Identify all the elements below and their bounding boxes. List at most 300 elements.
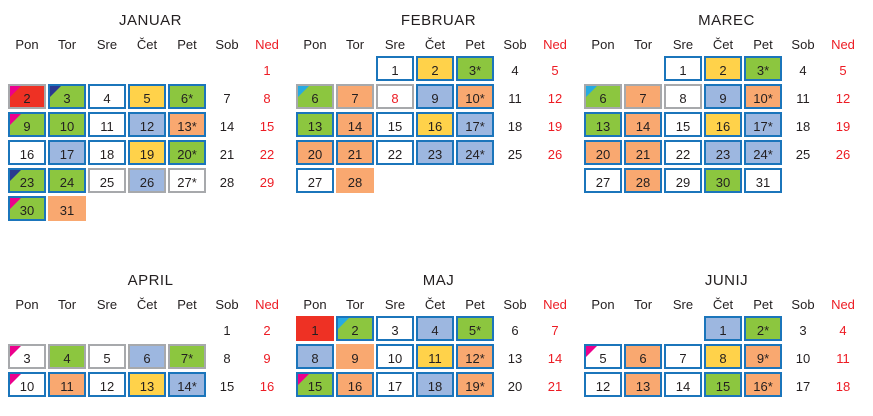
month-block <box>584 12 869 196</box>
day-number: 19 <box>547 119 563 134</box>
day-cell[interactable] <box>8 168 46 193</box>
day-cell[interactable] <box>168 112 206 137</box>
day-number: 31 <box>755 175 771 190</box>
day-cell[interactable] <box>8 344 46 369</box>
day-cell[interactable] <box>496 344 534 369</box>
weekday-header: Čet <box>424 297 446 312</box>
day-number: 6 <box>511 323 519 338</box>
day-number: 9 <box>431 91 439 106</box>
day-cell[interactable] <box>744 84 782 109</box>
day-cell[interactable] <box>496 84 534 109</box>
day-number: 12* <box>465 351 485 366</box>
day-cell[interactable] <box>88 84 126 109</box>
day-cell[interactable] <box>824 372 862 397</box>
day-number: 14 <box>219 119 235 134</box>
day-cell[interactable] <box>208 316 246 341</box>
week-row <box>296 56 581 81</box>
day-cell[interactable] <box>48 372 86 397</box>
day-cell[interactable] <box>624 168 662 193</box>
corner-marker-icon <box>338 318 349 329</box>
weekday-header: Sre <box>96 297 118 312</box>
weekday-header: Čet <box>424 37 446 52</box>
day-cell[interactable] <box>744 112 782 137</box>
corner-marker-icon <box>50 86 61 97</box>
day-cell[interactable] <box>376 372 414 397</box>
day-cell[interactable] <box>128 168 166 193</box>
day-cell[interactable] <box>416 56 454 81</box>
day-cell[interactable] <box>296 344 334 369</box>
day-number: 28 <box>635 175 651 190</box>
day-number: 18 <box>835 379 851 394</box>
day-cell[interactable] <box>624 372 662 397</box>
weekday-header-row <box>8 37 293 52</box>
day-cell[interactable] <box>624 140 662 165</box>
day-cell[interactable] <box>624 344 662 369</box>
week-row <box>584 372 869 397</box>
day-number: 11 <box>428 351 442 366</box>
day-cell[interactable] <box>8 84 46 109</box>
day-cell[interactable] <box>336 84 374 109</box>
month-title: MAREC <box>698 12 755 29</box>
day-number: 1 <box>391 63 399 78</box>
day-number: 10 <box>19 379 35 394</box>
weekday-header: Sob <box>503 37 527 52</box>
day-number: 13 <box>507 351 523 366</box>
month-title: JUNIJ <box>704 272 749 289</box>
day-cell[interactable] <box>456 344 494 369</box>
day-number: 15 <box>387 119 403 134</box>
day-number: 25 <box>795 147 811 162</box>
day-cell[interactable] <box>784 112 822 137</box>
day-cell[interactable] <box>456 316 494 341</box>
weekday-header: Ned <box>255 297 279 312</box>
day-cell[interactable] <box>88 344 126 369</box>
day-number: 2 <box>263 323 271 338</box>
day-cell[interactable] <box>168 84 206 109</box>
week-row <box>8 112 293 137</box>
day-cell[interactable] <box>296 168 334 193</box>
day-number: 15 <box>259 119 275 134</box>
day-cell[interactable] <box>456 56 494 81</box>
day-number: 28 <box>347 175 363 190</box>
day-cell[interactable] <box>168 372 206 397</box>
day-cell[interactable] <box>8 372 46 397</box>
week-row <box>584 344 869 369</box>
weekday-header: Sre <box>96 37 118 52</box>
day-cell[interactable] <box>824 56 862 81</box>
weekday-header: Sob <box>215 37 239 52</box>
day-number: 24* <box>465 147 485 162</box>
day-number: 5 <box>551 63 559 78</box>
weekday-header-row <box>8 297 293 312</box>
day-cell[interactable] <box>336 140 374 165</box>
day-cell[interactable] <box>744 344 782 369</box>
day-cell[interactable] <box>208 112 246 137</box>
weekday-header: Pet <box>753 37 773 52</box>
day-cell[interactable] <box>416 112 454 137</box>
day-cell[interactable] <box>248 168 286 193</box>
week-row <box>8 316 293 341</box>
day-number: 1 <box>679 63 687 78</box>
day-cell[interactable] <box>496 372 534 397</box>
week-row <box>584 316 869 341</box>
day-cell[interactable] <box>536 316 574 341</box>
day-cell[interactable] <box>784 344 822 369</box>
day-cell[interactable] <box>128 372 166 397</box>
day-cell[interactable] <box>824 140 862 165</box>
day-cell[interactable] <box>248 84 286 109</box>
day-cell[interactable] <box>336 372 374 397</box>
week-row <box>296 344 581 369</box>
day-cell[interactable] <box>456 140 494 165</box>
day-cell[interactable] <box>496 316 534 341</box>
weekday-header: Čet <box>136 297 158 312</box>
day-cell[interactable] <box>824 316 862 341</box>
day-cell[interactable] <box>248 316 286 341</box>
day-number: 14* <box>177 379 197 394</box>
day-number: 20 <box>307 147 323 162</box>
day-cell[interactable] <box>704 56 742 81</box>
day-number: 9 <box>719 91 727 106</box>
day-number: 4 <box>799 63 807 78</box>
week-row <box>296 84 581 109</box>
month-title: FEBRUAR <box>400 12 477 29</box>
day-cell[interactable] <box>416 316 454 341</box>
day-cell[interactable] <box>584 112 622 137</box>
day-cell[interactable] <box>584 140 622 165</box>
day-cell[interactable] <box>456 372 494 397</box>
day-number: 12 <box>547 91 563 106</box>
day-cell[interactable] <box>584 372 622 397</box>
day-number: 10 <box>387 351 403 366</box>
weekday-header-row <box>584 37 869 52</box>
day-cell[interactable] <box>128 112 166 137</box>
day-cell[interactable] <box>248 56 286 81</box>
week-row <box>8 372 293 397</box>
day-number: 4 <box>103 91 111 106</box>
day-cell[interactable] <box>496 140 534 165</box>
day-cell[interactable] <box>48 140 86 165</box>
day-cell[interactable] <box>168 140 206 165</box>
day-number: 19* <box>465 379 485 394</box>
day-number: 14 <box>547 351 563 366</box>
day-cell[interactable] <box>248 140 286 165</box>
day-cell[interactable] <box>88 140 126 165</box>
week-row <box>8 56 293 81</box>
day-cell[interactable] <box>416 140 454 165</box>
day-cell[interactable] <box>536 56 574 81</box>
day-cell[interactable] <box>744 168 782 193</box>
day-number: 12 <box>139 119 155 134</box>
day-cell[interactable] <box>8 112 46 137</box>
day-number: 6 <box>311 91 319 106</box>
weekday-header: Pet <box>177 37 197 52</box>
day-number: 1 <box>263 63 271 78</box>
day-cell[interactable] <box>744 140 782 165</box>
day-cell[interactable] <box>584 168 622 193</box>
day-cell[interactable] <box>824 112 862 137</box>
day-cell[interactable] <box>376 316 414 341</box>
day-number: 4 <box>63 351 71 366</box>
day-number: 16 <box>19 147 35 162</box>
day-cell[interactable] <box>784 372 822 397</box>
day-cell[interactable] <box>88 168 126 193</box>
day-cell[interactable] <box>664 344 702 369</box>
week-row <box>296 316 581 341</box>
day-cell[interactable] <box>416 344 454 369</box>
weekday-header: Tor <box>345 37 365 52</box>
day-cell[interactable] <box>744 56 782 81</box>
day-number: 3 <box>391 323 399 338</box>
day-cell[interactable] <box>248 112 286 137</box>
day-cell[interactable] <box>824 84 862 109</box>
day-number: 13 <box>595 119 611 134</box>
day-cell[interactable] <box>496 112 534 137</box>
day-cell[interactable] <box>296 84 334 109</box>
day-number: 19 <box>139 147 155 162</box>
day-cell[interactable] <box>208 344 246 369</box>
month-title: JANUAR <box>118 12 182 29</box>
week-row <box>8 84 293 109</box>
day-cell[interactable] <box>208 168 246 193</box>
day-cell[interactable] <box>168 344 206 369</box>
weekday-header-row <box>296 297 581 312</box>
day-number: 15 <box>219 379 235 394</box>
day-cell[interactable] <box>376 84 414 109</box>
weekday-header: Tor <box>57 297 77 312</box>
day-cell[interactable] <box>664 84 702 109</box>
day-cell[interactable] <box>664 112 702 137</box>
weekday-header: Tor <box>633 297 653 312</box>
month-block <box>8 272 293 400</box>
day-number: 7 <box>223 91 231 106</box>
day-number: 22 <box>259 147 275 162</box>
day-number: 26 <box>547 147 563 162</box>
day-number: 5 <box>143 91 151 106</box>
day-number: 18 <box>99 147 115 162</box>
day-cell[interactable] <box>376 112 414 137</box>
day-number: 8 <box>223 351 231 366</box>
day-number: 5 <box>103 351 111 366</box>
weekday-header-row <box>584 297 869 312</box>
day-cell[interactable] <box>624 84 662 109</box>
day-cell[interactable] <box>584 344 622 369</box>
day-number: 29 <box>675 175 691 190</box>
day-number: 27 <box>307 175 323 190</box>
day-cell[interactable] <box>536 372 574 397</box>
weekday-header: Pon <box>303 37 327 52</box>
day-cell[interactable] <box>744 372 782 397</box>
day-number: 7 <box>679 351 687 366</box>
day-number: 8 <box>263 91 271 106</box>
weekday-header: Pet <box>465 37 485 52</box>
day-number: 23 <box>715 147 731 162</box>
day-cell[interactable] <box>296 372 334 397</box>
day-number: 1 <box>223 323 231 338</box>
day-number: 20* <box>177 147 197 162</box>
day-number: 27* <box>177 175 197 190</box>
day-number: 31 <box>59 203 75 218</box>
day-cell[interactable] <box>704 372 742 397</box>
weekday-header: Sre <box>384 297 406 312</box>
day-cell[interactable] <box>704 168 742 193</box>
day-number: 18 <box>427 379 443 394</box>
day-number: 15 <box>307 379 323 394</box>
weekday-header: Ned <box>255 37 279 52</box>
day-number: 14 <box>347 119 363 134</box>
day-cell[interactable] <box>296 140 334 165</box>
day-number: 27 <box>595 175 611 190</box>
day-number: 18 <box>795 119 811 134</box>
day-cell[interactable] <box>88 372 126 397</box>
weekday-header: Pet <box>465 297 485 312</box>
day-cell[interactable] <box>8 140 46 165</box>
day-cell[interactable] <box>704 344 742 369</box>
day-cell[interactable] <box>704 112 742 137</box>
day-number: 25 <box>507 147 523 162</box>
day-cell[interactable] <box>784 316 822 341</box>
day-number: 6 <box>599 91 607 106</box>
day-number: 8 <box>391 91 399 106</box>
day-number: 2 <box>719 63 727 78</box>
day-cell[interactable] <box>744 316 782 341</box>
day-number: 10 <box>59 119 75 134</box>
day-number: 13 <box>635 379 651 394</box>
day-cell[interactable] <box>536 140 574 165</box>
day-cell[interactable] <box>704 140 742 165</box>
week-row <box>584 168 869 193</box>
day-cell[interactable] <box>704 316 742 341</box>
day-number: 2 <box>431 63 439 78</box>
day-number: 11 <box>100 119 114 134</box>
day-cell[interactable] <box>416 372 454 397</box>
day-cell[interactable] <box>208 372 246 397</box>
day-cell[interactable] <box>296 316 334 341</box>
weekday-header: Tor <box>57 37 77 52</box>
day-cell[interactable] <box>704 84 742 109</box>
day-number: 11 <box>836 351 850 366</box>
day-cell[interactable] <box>824 344 862 369</box>
day-cell[interactable] <box>664 168 702 193</box>
day-cell[interactable] <box>376 140 414 165</box>
day-number: 13 <box>139 379 155 394</box>
day-cell[interactable] <box>664 372 702 397</box>
day-cell[interactable] <box>128 140 166 165</box>
weekday-header: Sre <box>672 297 694 312</box>
day-cell[interactable] <box>536 344 574 369</box>
weekday-header: Ned <box>543 37 567 52</box>
day-number: 11 <box>60 379 74 394</box>
day-number: 28 <box>219 175 235 190</box>
day-cell[interactable] <box>128 84 166 109</box>
day-number: 10* <box>753 91 773 106</box>
day-number: 1 <box>311 323 319 338</box>
day-cell[interactable] <box>336 168 374 193</box>
day-cell[interactable] <box>336 316 374 341</box>
week-row <box>8 168 293 193</box>
day-cell[interactable] <box>416 84 454 109</box>
day-number: 15 <box>715 379 731 394</box>
day-cell[interactable] <box>128 344 166 369</box>
week-row <box>8 140 293 165</box>
day-number: 15 <box>675 119 691 134</box>
day-number: 16 <box>347 379 363 394</box>
day-cell[interactable] <box>248 344 286 369</box>
day-cell[interactable] <box>48 196 86 221</box>
day-cell[interactable] <box>48 112 86 137</box>
day-number: 25 <box>99 175 115 190</box>
day-cell[interactable] <box>784 140 822 165</box>
day-cell[interactable] <box>536 112 574 137</box>
weekday-header: Tor <box>633 37 653 52</box>
month-title: MAJ <box>422 272 455 289</box>
day-number: 3 <box>799 323 807 338</box>
corner-marker-icon <box>586 86 597 97</box>
day-number: 8 <box>311 351 319 366</box>
day-cell[interactable] <box>336 344 374 369</box>
day-number: 20 <box>507 379 523 394</box>
day-number: 19 <box>835 119 851 134</box>
day-number: 4 <box>839 323 847 338</box>
day-cell[interactable] <box>536 84 574 109</box>
week-row <box>584 140 869 165</box>
day-number: 14 <box>675 379 691 394</box>
day-cell[interactable] <box>208 84 246 109</box>
weekday-header: Sre <box>384 37 406 52</box>
day-number: 30 <box>19 203 35 218</box>
day-cell[interactable] <box>88 112 126 137</box>
corner-marker-icon <box>10 346 21 357</box>
day-cell[interactable] <box>8 196 46 221</box>
corner-marker-icon <box>10 86 21 97</box>
day-number: 8 <box>719 351 727 366</box>
day-cell[interactable] <box>584 84 622 109</box>
day-number: 6 <box>143 351 151 366</box>
day-cell[interactable] <box>336 112 374 137</box>
day-number: 10* <box>465 91 485 106</box>
day-number: 26 <box>139 175 155 190</box>
weekday-header: Čet <box>712 37 734 52</box>
day-cell[interactable] <box>664 56 702 81</box>
day-cell[interactable] <box>496 56 534 81</box>
day-cell[interactable] <box>624 112 662 137</box>
day-cell[interactable] <box>48 344 86 369</box>
day-number: 5* <box>468 323 482 338</box>
day-cell[interactable] <box>296 112 334 137</box>
weekday-header-row <box>296 37 581 52</box>
day-cell[interactable] <box>48 168 86 193</box>
day-cell[interactable] <box>248 372 286 397</box>
day-cell[interactable] <box>168 168 206 193</box>
month-title: APRIL <box>127 272 174 289</box>
day-cell[interactable] <box>48 84 86 109</box>
weekday-header: Pet <box>177 297 197 312</box>
week-row <box>296 168 581 193</box>
day-cell[interactable] <box>208 140 246 165</box>
day-cell[interactable] <box>456 112 494 137</box>
day-cell[interactable] <box>784 84 822 109</box>
day-cell[interactable] <box>784 56 822 81</box>
day-cell[interactable] <box>376 344 414 369</box>
week-row <box>584 56 869 81</box>
day-cell[interactable] <box>456 84 494 109</box>
day-number: 13 <box>307 119 323 134</box>
day-number: 1 <box>719 323 727 338</box>
day-cell[interactable] <box>376 56 414 81</box>
week-row <box>296 372 581 397</box>
day-number: 17* <box>753 119 773 134</box>
day-cell[interactable] <box>664 140 702 165</box>
